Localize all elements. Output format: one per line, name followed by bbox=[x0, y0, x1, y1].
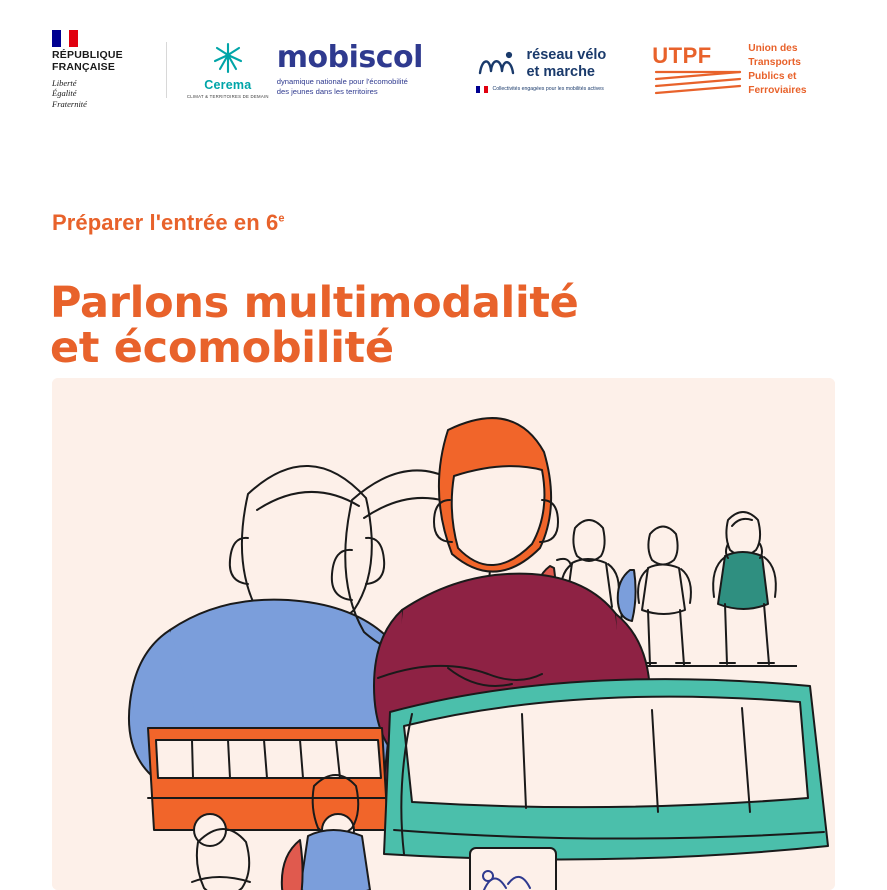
page-title bbox=[50, 277, 579, 374]
utpf-line1: Union des bbox=[748, 43, 798, 55]
cerema-star-icon bbox=[208, 41, 248, 77]
utpf-line2: Transports bbox=[748, 57, 801, 69]
cover-illustration bbox=[52, 378, 835, 890]
utpf-line3: Publics et bbox=[748, 71, 797, 82]
rf-motto bbox=[52, 78, 87, 110]
rf-motto-line3: Fraternité bbox=[52, 99, 87, 110]
mobiscol-tagline-line2: des jeunes dans les territoires bbox=[276, 87, 378, 96]
page-kicker bbox=[52, 210, 285, 236]
rvm-wordmark bbox=[526, 47, 606, 79]
velo-marche-icon bbox=[476, 49, 518, 79]
rvm-tagline-row bbox=[476, 86, 603, 93]
logo-divider bbox=[166, 42, 167, 98]
rvm-title-line1: réseau vélo bbox=[526, 47, 607, 64]
french-flag-icon bbox=[52, 30, 78, 47]
mobiscol-tagline bbox=[277, 77, 408, 96]
logo-cerema bbox=[185, 41, 271, 99]
logo-mobiscol bbox=[271, 40, 467, 96]
page-title-line2: et écomobilité bbox=[50, 323, 394, 374]
mobiscol-wordmark: mobiscol bbox=[276, 40, 423, 76]
partner-logo-bar bbox=[52, 30, 842, 110]
cerema-tagline: CLIMAT & TERRITOIRES DE DEMAIN bbox=[186, 94, 269, 99]
rvm-title-line2: et marche bbox=[526, 63, 595, 80]
rvm-tagline: Collectivités engagées pour les mobilités actives bbox=[492, 86, 604, 93]
mobiscol-tagline-line1: dynamique nationale pour l'écomobilité bbox=[276, 77, 408, 87]
utpf-acronym: UTPF bbox=[652, 43, 712, 68]
cerema-wordmark: Cerema bbox=[204, 78, 252, 92]
utpf-line4: Ferroviaires bbox=[748, 84, 807, 96]
rf-motto-line2: Égalité bbox=[52, 88, 77, 99]
french-flag-small-icon bbox=[476, 86, 488, 93]
utpf-lines-icon bbox=[654, 69, 744, 97]
logo-republique-francaise bbox=[52, 30, 148, 109]
kicker-text: Préparer l'entrée en 6 bbox=[52, 210, 279, 235]
page-title-line1: Parlons multimodalité bbox=[50, 277, 579, 328]
kicker-superscript: e bbox=[278, 212, 285, 225]
rf-motto-line1: Liberté bbox=[52, 77, 77, 88]
rf-title-line2: FRANÇAISE bbox=[52, 61, 116, 74]
logo-reseau-velo-et-marche bbox=[466, 47, 636, 92]
rf-title-line1: RÉPUBLIQUE bbox=[52, 49, 123, 62]
logo-utpf bbox=[636, 41, 842, 99]
utpf-fullname bbox=[748, 42, 806, 97]
